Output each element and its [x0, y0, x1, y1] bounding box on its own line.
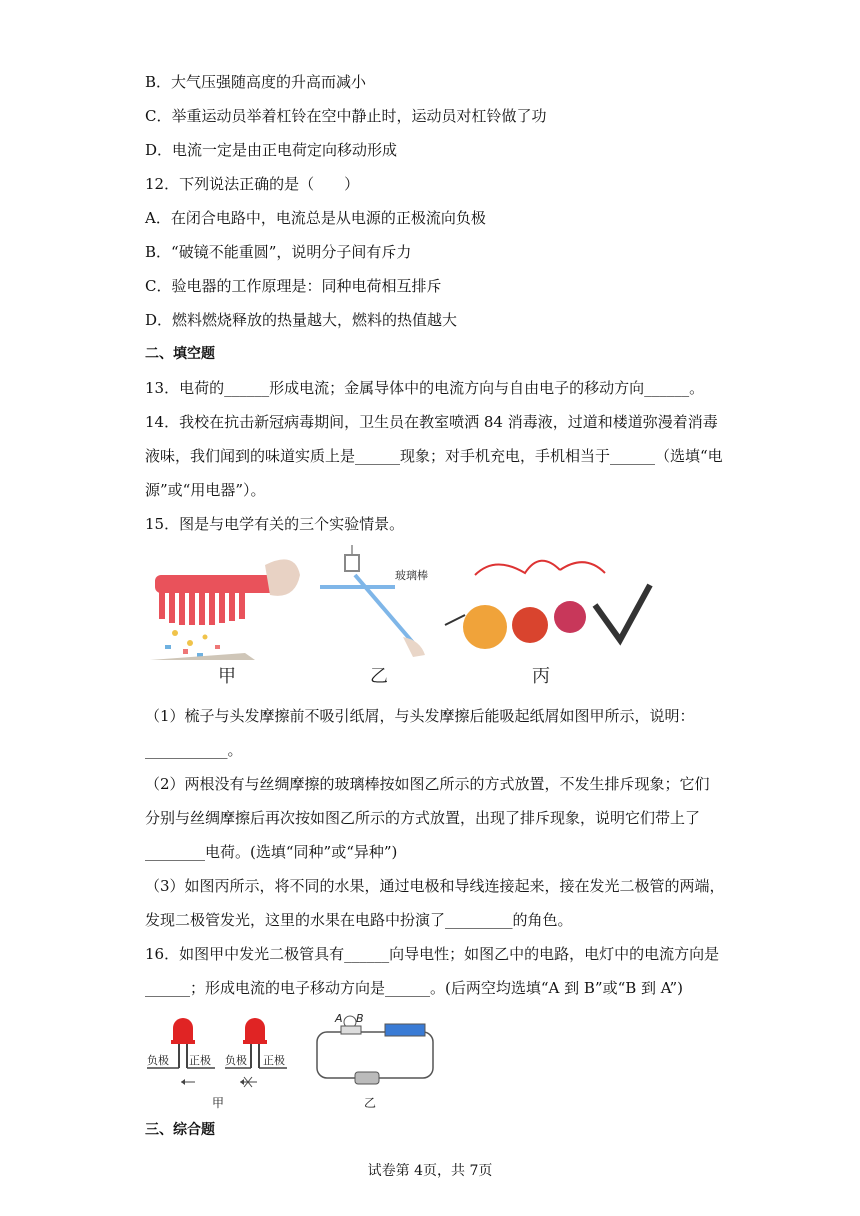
- label-positive-2: 正极: [263, 1054, 285, 1067]
- led-reverse-illustration: [225, 1018, 287, 1087]
- question-14-line-3: 源”或“用电器”）。: [145, 481, 266, 499]
- label-negative-2: 负极: [225, 1054, 247, 1067]
- option-12-b: B．“破镜不能重圆”，说明分子间有斥力: [145, 243, 412, 261]
- option-12-a: A．在闭合电路中，电流总是从电源的正极流向负极: [145, 209, 486, 227]
- figure-15-caption-yi: 乙: [370, 666, 388, 687]
- figure-15-caption-bing: 丙: [532, 666, 550, 687]
- fruit-battery-illustration: [445, 561, 650, 649]
- figure-16-caption-jia: 甲: [212, 1096, 225, 1110]
- section-heading-fill-in: 二、填空题: [145, 346, 215, 362]
- question-15-part-2-line-2: 分别与丝绸摩擦后再次按如图乙所示的方式放置，出现了排斥现象，说明它们带上了: [145, 809, 701, 827]
- label-negative-1: 负极: [147, 1054, 169, 1067]
- label-positive-1: 正极: [189, 1054, 211, 1067]
- question-15-part-1-line-1: （1）梳子与头发摩擦前不吸引纸屑，与头发摩擦后能吸起纸屑如图甲所示，说明：: [145, 707, 695, 725]
- section-heading-comprehensive: 三、综合题: [145, 1122, 215, 1138]
- figure-15-caption-jia: 甲: [218, 666, 236, 687]
- option-12-c: C．验电器的工作原理是：同种电荷相互排斥: [145, 277, 442, 295]
- option-11-c: C．举重运动员举着杠铃在空中静止时，运动员对杠铃做了功: [145, 107, 547, 125]
- option-12-d: D．燃料燃烧释放的热量越大，燃料的热值越大: [145, 311, 458, 329]
- option-11-b: B．大气压强随高度的升高而减小: [145, 73, 367, 91]
- question-15: 15．图是与电学有关的三个实验情景。: [145, 515, 405, 533]
- question-15-part-3-line-2: 发现二极管发光，这里的水果在电路中扮演了_________的角色。: [145, 911, 573, 929]
- question-13: 13．电荷的______形成电流；金属导体中的电流方向与自由电子的移动方向______。: [145, 379, 705, 397]
- bulb-label-b: B: [356, 1012, 364, 1025]
- question-15-part-2-line-3: ________电荷。(选填“同种”或“异种”): [145, 843, 398, 861]
- question-14-line-2: 液味，我们闻到的味道实质上是______现象；对手机充电，手机相当于______（选填“电: [145, 447, 723, 465]
- question-16-line-2: ______；形成电流的电子移动方向是______。(后两空均选填“A 到 B”或“B 到 A”): [145, 979, 683, 997]
- glass-rods-illustration: [320, 545, 428, 657]
- figure-16-caption-yi: 乙: [364, 1096, 377, 1110]
- figure-16-diode-circuit: [145, 1010, 445, 1100]
- question-15-part-3-line-1: （3）如图丙所示，将不同的水果，通过电极和导线连接起来，接在发光二极管的两端，: [145, 877, 725, 895]
- question-16-line-1: 16．如图甲中发光二极管具有______向导电性；如图乙中的电路，电灯中的电流方向是: [145, 945, 720, 963]
- question-15-part-1-line-2: ___________。: [145, 741, 243, 759]
- led-forward-illustration: [147, 1018, 215, 1085]
- question-14-line-1: 14．我校在抗击新冠病毒期间，卫生员在教室喷洒 84 消毒液，过道和楼道弥漫着消毒: [145, 413, 718, 431]
- page-footer: 试卷第 4页，共 7页: [367, 1163, 493, 1179]
- bulb-label-a: A: [335, 1012, 343, 1025]
- option-11-d: D．电流一定是由正电荷定向移动形成: [145, 141, 398, 159]
- question-12: 12．下列说法正确的是（ ）: [145, 175, 360, 193]
- circuit-illustration: [317, 1012, 433, 1084]
- comb-illustration: [150, 559, 300, 660]
- question-15-part-2-line-1: （2）两根没有与丝绸摩擦的玻璃棒按如图乙所示的方式放置，不发生排斥现象；它们: [145, 775, 710, 793]
- glass-rod-label: 玻璃棒: [395, 569, 428, 582]
